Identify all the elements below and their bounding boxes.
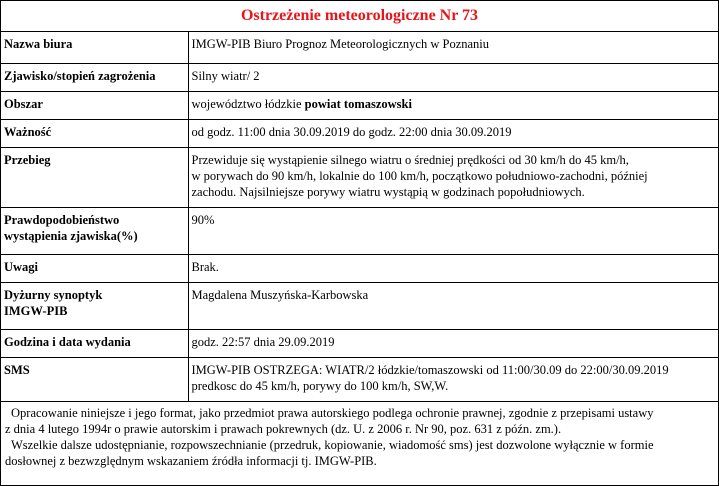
row-label-office: Nazwa biura	[1, 32, 188, 63]
row-label-validity: Ważność	[1, 119, 188, 147]
row-label-remarks: Uwagi	[1, 254, 188, 282]
row-label-forecaster	[1, 282, 188, 329]
document-title: Ostrzeżenie meteorologiczne Nr 73	[1, 1, 718, 32]
row-label-course: Przebieg	[1, 147, 188, 207]
sharing-paragraph	[5, 437, 714, 469]
area-voivodeship: województwo łódzkie	[191, 96, 305, 111]
table-row	[1, 282, 718, 329]
course-line: w porywach do 90 km/h, lokalnie do 100 km/h, początkowo południowo-zachodni, później	[191, 168, 648, 183]
row-value-area	[188, 91, 718, 119]
course-line: zachodu. Najsilniejsze porywy wiatru wystąpią w godzinach popołudniowych.	[191, 184, 585, 199]
course-line: Przewiduje się wystąpienie silnego wiatru o średniej prędkości od 30 km/h do 45 km/h,	[191, 152, 629, 167]
table-row	[1, 91, 718, 119]
table-row	[1, 32, 718, 63]
copyright-paragraph	[5, 405, 714, 437]
forecaster-label-line: IMGW-PIB	[4, 303, 68, 318]
sms-line: predkosc do 45 km/h, porywy do 100 km/h, SW,W.	[191, 378, 449, 393]
sharing-line: dosłownej z bezwzględnym wskazaniem źródła informacji tj. IMGW-PIB.	[5, 453, 377, 468]
row-value-sms	[188, 357, 718, 401]
copyright-line: z dnia 4 lutego 1994r o prawie autorskim i prawach pokrewnych (dz. U. z 2006 r. Nr 90, poz. 631 z późn. zm.).	[5, 421, 562, 436]
probability-label-line: wystąpienia zjawiska(%)	[4, 228, 138, 243]
row-label-area: Obszar	[1, 91, 188, 119]
row-value-remarks: Brak.	[188, 254, 718, 282]
row-label-sms: SMS	[1, 357, 188, 401]
copyright-notice	[1, 402, 718, 469]
row-value-office: IMGW-PIB Biuro Prognoz Meteorologicznych w Poznaniu	[188, 32, 718, 63]
sms-line: IMGW-PIB OSTRZEGA: WIATR/2 łódzkie/tomaszowski od 11:00/30.09 do 22:00/30.09.2019	[191, 362, 669, 377]
table-row	[1, 147, 718, 207]
row-value-course	[188, 147, 718, 207]
row-label-probability	[1, 207, 188, 254]
row-value-validity: od godz. 11:00 dnia 30.09.2019 do godz. 22:00 dnia 30.09.2019	[188, 119, 718, 147]
table-row	[1, 207, 718, 254]
row-value-probability: 90%	[188, 207, 718, 254]
table-row	[1, 357, 718, 401]
table-row	[1, 254, 718, 282]
row-value-forecaster: Magdalena Muszyńska-Karbowska	[188, 282, 718, 329]
forecaster-label-line: Dyżurny synoptyk	[4, 287, 103, 302]
row-label-phenomenon: Zjawisko/stopień zagrożenia	[1, 63, 188, 91]
probability-label-line: Prawdopodobieństwo	[4, 212, 120, 227]
table-row	[1, 329, 718, 357]
table-row	[1, 63, 718, 91]
table-row	[1, 119, 718, 147]
area-county: powiat tomaszowski	[304, 96, 412, 111]
copyright-line: Opracowanie niniejsze i jego format, jako przedmiot prawa autorskiego podlega ochronie prawnej, zgodnie z przepisami ustawy	[11, 405, 654, 420]
sharing-line: Wszelkie dalsze udostępnianie, rozpowszechnianie (przedruk, kopiowanie, wiadomość sms) jest dozwolone wyłącznie w formie	[11, 437, 654, 452]
warning-table	[1, 32, 718, 402]
row-value-phenomenon: Silny wiatr/ 2	[188, 63, 718, 91]
row-label-issued: Godzina i data wydania	[1, 329, 188, 357]
row-value-issued: godz. 22:57 dnia 29.09.2019	[188, 329, 718, 357]
